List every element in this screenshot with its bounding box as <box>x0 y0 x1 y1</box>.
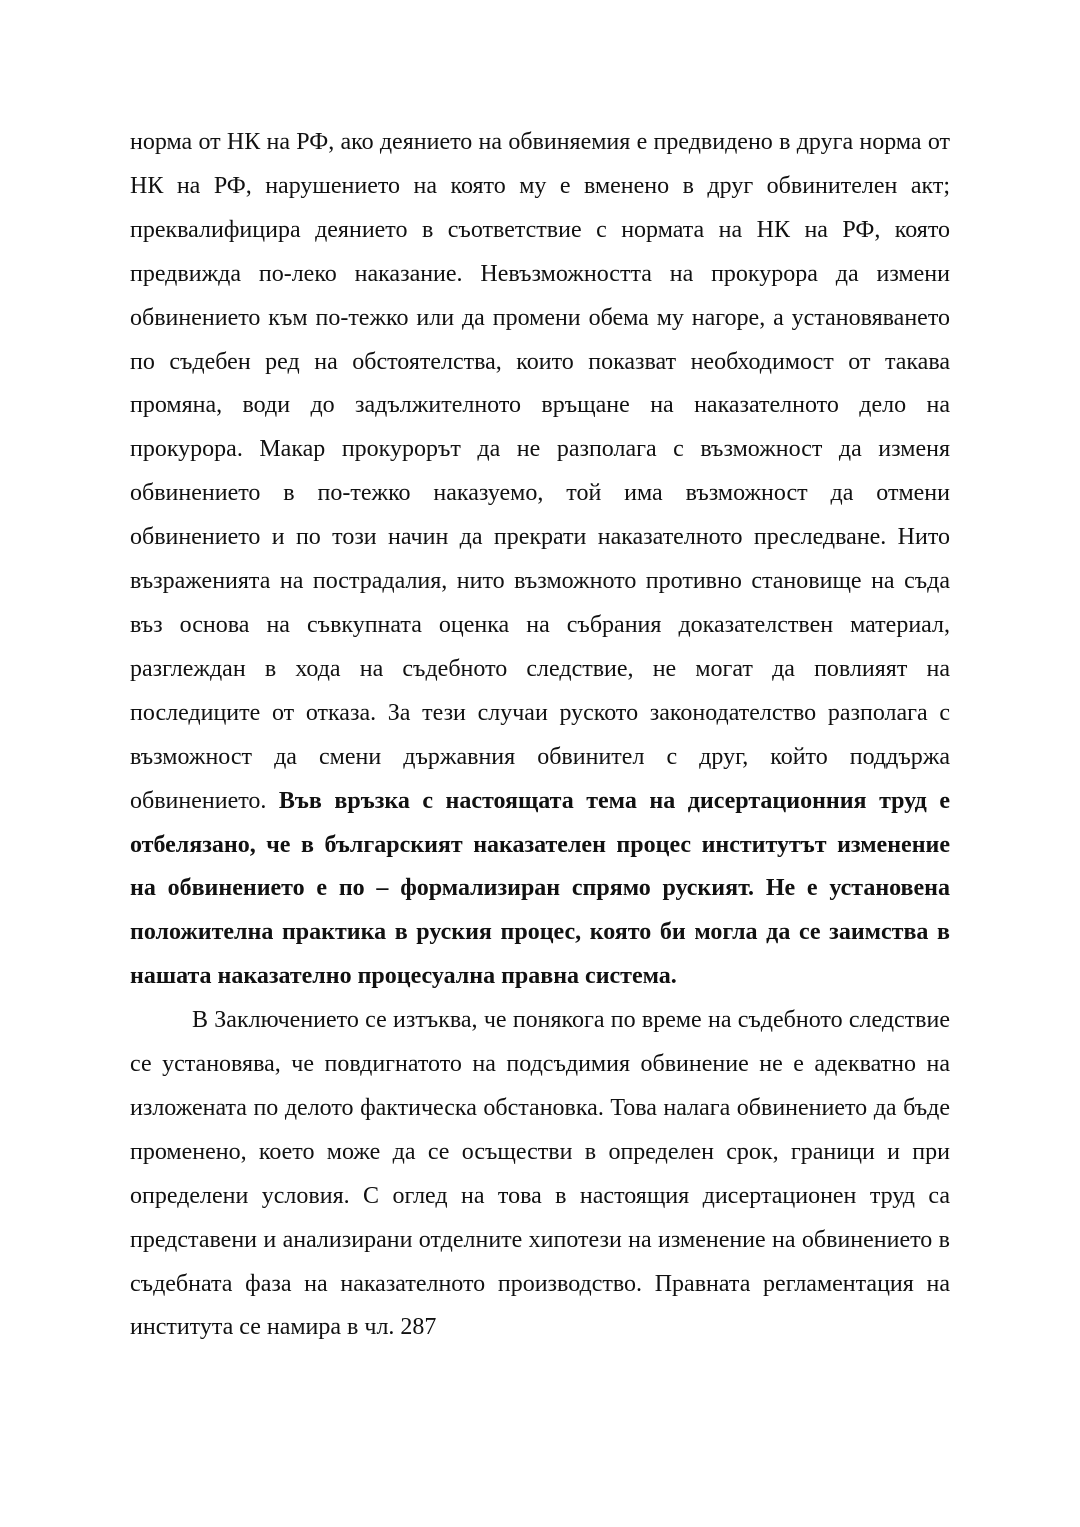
paragraph-conclusion-summary: В Заключението се изтъква, че понякога по време на съдебното следствие се установява, че повдигнатото на подсъдимия обвинение не е адекватно на изложената по делото фактическа обстановка. Това налага обвинението да бъде променено, което може да се осъществи в определен срок, граници и при определени условия. С оглед на това в настоящия дисертационен труд са представени и анализирани отделните хипотези на изменение на обвинението в съдебната фаза на наказателното производство. Правната регламентация на института се намира в чл. 287 <box>130 1007 950 1341</box>
document-page <box>130 121 950 1350</box>
paragraph-bold-conclusion: Във връзка с настоящата тема на дисертационния труд е отбелязано, че в българският наказателен процес институтът изменение на обвинението е по – формализиран спрямо руският. Не е установена положителна практика в руския процес, която би могла да се заимства в нашата наказателно процесуална правна система. <box>130 787 950 990</box>
paragraph-regular-text: норма от НК на РФ, ако деянието на обвиняемия е предвидено в друга норма от НК на РФ, нарушението на която му е вменено в друг обвинителен акт; преквалифицира деянието в съответствие с нормата на НК на РФ, която предвижда по-леко наказание. Невъзможността на прокурора да измени обвинението към по-тежко или да промени обема му нагоре, а установяването по съдебен ред на обстоятелства, които показват необходимост от такава промяна, води до задължителното връщане на наказателното дело на прокурора. Макар прокурорът да не разполага с възможност да изменя обвинението в по-тежко наказуемо, той има възможност да отмени обвинението и по този начин да прекрати наказателното преследване. Нито възраженията на пострадалия, нито възможното противно становище на съда въз основа на съвкупната оценка на събрания доказателствен материал, разглеждан в хода на съдебното следствие, не могат да повлияят на последиците от отказа. За тези случаи руското законодателство разполага с възможност да смени държавния обвинител с друг, който поддържа обвинението. <box>130 129 950 814</box>
paragraph-comparative-analysis <box>130 121 950 999</box>
